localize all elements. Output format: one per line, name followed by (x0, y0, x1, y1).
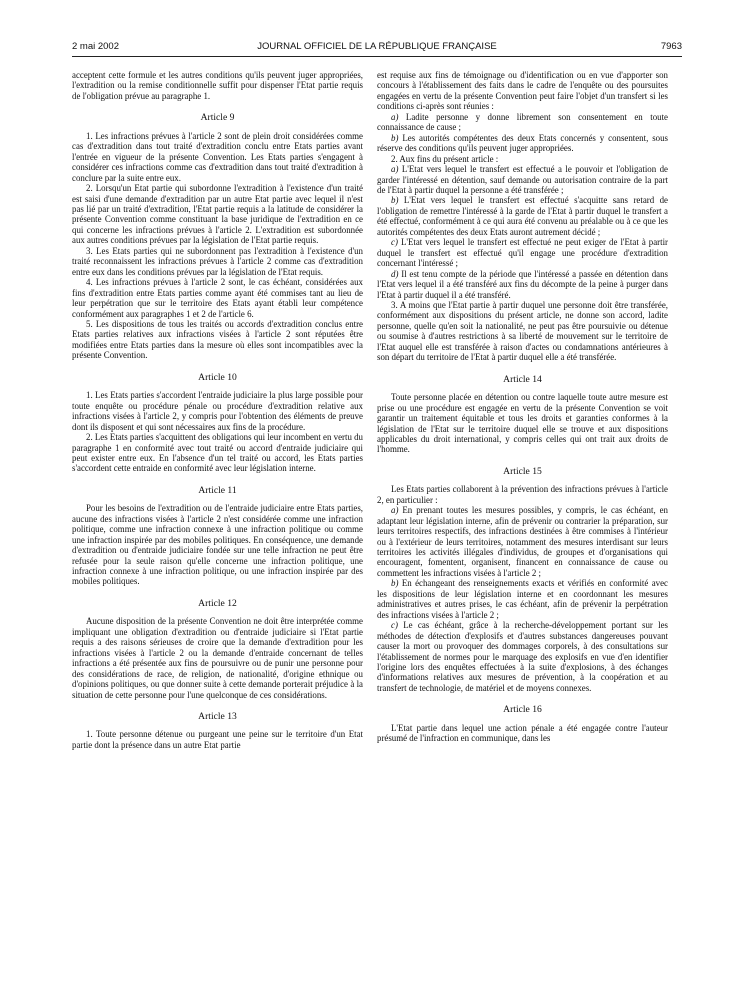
paragraph (377, 70, 668, 112)
paragraph (377, 164, 668, 195)
paragraph-label: a) (391, 111, 399, 122)
paragraph-text: En échangeant des renseignements exacts et vérifiés en conformité avec les dispositions de leur législation interne et en coordonnant les mesures administratives et autres prises, le cas échéant, afin de prévenir la perpétration des infractions visées à l'article 2 ; (377, 578, 668, 620)
paragraph-text: Il est tenu compte de la période que l'intéressé a passée en détention dans l'Etat vers lequel il a été transféré aux fins du décompte de la peine à purger dans l'Etat à partir duquel il a été transféré. (377, 268, 669, 300)
paragraph-text: Le cas échéant, grâce à la recherche-développement portant sur les méthodes de détection d'explosifs et d'autres substances dangereuses pouvant causer la mort ou provoquer des dommages corporels, à des consultations sur l'établissement de normes pour le marquage des explosifs en vue d'en identifier l'origine lors des enquêtes effectuées à la suite d'explosions, à des échanges d'informations relatives aux mesures de prévention, à la coopération et au transfert de technologie, de matériel et de moyens connexes. (377, 620, 669, 693)
article-heading: Article 16 (503, 704, 542, 716)
article-heading: Article 9 (200, 112, 235, 124)
paragraph-label: b) (391, 195, 399, 206)
right-column (377, 70, 668, 744)
paragraph (72, 432, 363, 474)
paragraph (377, 237, 668, 268)
header-date: 2 mai 2002 (72, 41, 120, 52)
paragraph (377, 620, 668, 693)
paragraph-text: 3. A moins que l'Etat partie à partir duquel une personne doit être transférée, conformément aux dispositions du présent article, ne donne son accord, ladite personne, quelle qu'en soit la nationalité, ne peut pas être poursuivie ou détenue ou soumise à d'autres restrictions à sa liberté de mouvement sur le territoire de l'Etat auquel elle est transférée à raison d'actes ou condamnations antérieures à son départ du territoire de l'Etat à partir duquel elle a été transférée. (377, 299, 668, 363)
paragraph (377, 505, 668, 578)
left-column (72, 70, 363, 750)
paragraph-text: 1. Les Etats parties s'accordent l'entraide judiciaire la plus large possible pour toute enquête ou procédure pénale ou procédure d'extradition relative aux infractions visées à l'article 2, y compris pour l'obtention des éléments de preuve dont ils disposent et qui sont nécessaires aux fins de la procédure. (72, 390, 363, 432)
paragraph (377, 723, 668, 744)
paragraph-label: c) (391, 237, 398, 248)
paragraph-text: En prenant toutes les mesures possibles, y compris, le cas échéant, en adaptant leur législation interne, afin de prévenir ou contrarier la préparation, sur leurs territoires respectifs, des infractions destinées à être commises à l'intérieur ou à l'extérieur de leurs territoires, notamment des mesures interdisant sur leurs territoires les activités illégales d'individus, de groupes et d'organisations qui encouragent, fomentent, organisent, financent en connaissance de cause ou commettent les infractions visées à l'article 2 ; (377, 505, 668, 578)
paragraph-text: L'Etat partie dans lequel une action pénale a été engagée contre l'auteur présumé de l'infraction en communique, dans les (377, 722, 668, 744)
header-page-number: 7963 (660, 41, 682, 52)
paragraph-text: 1. Toute personne détenue ou purgeant une peine sur le territoire d'un Etat partie dont la présence dans un autre Etat partie (72, 729, 363, 750)
paragraph-text: L'Etat vers lequel le transfert est effectué a le pouvoir et l'obligation de garder l'intéressé en détention, sauf demande ou autorisation contraire de la part de l'Etat à partir duquel la personne a été transférée ; (377, 164, 668, 195)
article-heading: Article 13 (198, 711, 237, 723)
paragraph (377, 195, 668, 237)
paragraph-text: Aucune disposition de la présente Convention ne doit être interprétée comme impliquant une obligation d'extradition ou d'entraide judiciaire si l'Etat partie requis a des raisons sérieuses de croire que la demande d'extradition pour les infractions visées à l'article 2 ou la demande d'entraide concernant de telles infractions a été présentée aux fins de poursuivre ou de punir une personne pour des considérations de race, de religion, de nationalité, d'origine ethnique ou d'opinions politiques, ou que donner suite à cette demande porterait préjudice à la situation de cette personne pour l'une quelconque de ces considérations. (72, 616, 363, 700)
paragraph (377, 300, 668, 363)
paragraph (377, 112, 668, 133)
article-heading: Article 14 (503, 373, 542, 385)
page-header (72, 41, 682, 55)
paragraph-text: est requise aux fins de témoignage ou d'identification ou en vue d'apporter son concours à l'établissement des faits dans le cadre de l'enquête ou des poursuites engagées en vertu de la présente Convention peut faire l'objet d'un transfert si les conditions ci-après sont réunies : (377, 70, 668, 112)
header-journal-title: JOURNAL OFFICIEL DE LA RÉPUBLIQUE FRANÇAISE (257, 41, 497, 52)
paragraph (72, 131, 363, 183)
paragraph (72, 390, 363, 432)
paragraph-text: Les Etats parties collaborent à la prévention des infractions prévues à l'article 2, en particulier : (377, 484, 668, 505)
paragraph (377, 133, 668, 154)
paragraph-label: b) (391, 132, 399, 143)
article-heading: Article 10 (198, 371, 237, 383)
paragraph (72, 70, 363, 101)
paragraph-label: a) (391, 505, 399, 516)
paragraph-text: Pour les besoins de l'extradition ou de l'entraide judiciaire entre Etats parties, aucune des infractions visées à l'article 2 n'est considérée comme une infraction politique, comme une infraction connexe à une infraction politique ou comme une infraction inspirée par des mobiles politiques. En conséquence, une demande d'extradition ou d'entraide judiciaire fondée sur une telle infraction ne peut être refusée pour la seule raison qu'elle concerne une infraction politique, une infraction connexe à une infraction politique, ou une infraction inspirée par des mobiles politiques. (72, 503, 363, 587)
paragraph-text: 1. Les infractions prévues à l'article 2 sont de plein droit considérées comme cas d'extradition dans tout traité d'extradition conclu entre Etats parties avant l'entrée en vigueur de la présente Convention. Les Etats parties s'engagent à considérer ces infractions comme cas d'extradition dans tout traité d'extradition à conclure par la suite entre eux. (72, 130, 363, 183)
paragraph-text: 2. Aux fins du présent article : (391, 153, 499, 164)
paragraph (72, 503, 363, 587)
paragraph (377, 484, 668, 505)
paragraph (72, 277, 363, 319)
header-rule (72, 56, 682, 57)
paragraph (377, 154, 668, 164)
paragraph (377, 269, 668, 300)
paragraph (72, 319, 363, 361)
paragraph (72, 729, 363, 750)
paragraph-text: Ladite personne y donne librement son consentement en toute connaissance de cause ; (377, 111, 668, 133)
paragraph-text: Toute personne placée en détention ou contre laquelle toute autre mesure est prise ou une procédure est engagée en vertu de la présente Convention se voit garantir un traitement équitable et tous les droits et garanties conformes à la législation de l'Etat sur le territoire duquel elle se trouve et aux dispositions applicables du droit international, y compris celles qui ont trait aux droits de l'homme. (377, 392, 668, 455)
article-heading: Article 15 (503, 465, 542, 477)
article-heading: Article 11 (198, 484, 237, 496)
paragraph-text: 2. Lorsqu'un Etat partie qui subordonne l'extradition à l'existence d'un traité est saisi d'une demande d'extradition par un autre Etat partie avec lequel il n'est pas lié par un traité d'extradition, l'Etat partie requis a la latitude de considérer la présente Convention comme constituant la base juridique de l'extradition en ce qui concerne les infractions prévues à l'article 2. L'extradition est subordonnée aux autres conditions prévues par la législation de l'Etat partie requis. (72, 183, 363, 246)
article-heading: Article 12 (198, 597, 237, 609)
paragraph-label: b) (391, 578, 399, 589)
paragraph (377, 578, 668, 620)
paragraph-text: L'Etat vers lequel le transfert est effectué ne peut exiger de l'Etat à partir duquel le transfert est effectué qu'il engage une procédure d'extradition concernant l'intéressé ; (377, 237, 669, 269)
paragraph-text: acceptent cette formule et les autres conditions qu'ils peuvent juger appropriées, l'extradition ou la remise conditionnelle suffit pour dispenser l'Etat partie requis de l'obligation prévue au paragraphe 1. (72, 70, 363, 101)
paragraph (72, 616, 363, 700)
paragraph-label: d) (391, 268, 399, 279)
paragraph (72, 183, 363, 246)
paragraph-text: 3. Les Etats parties qui ne subordonnent pas l'extradition à l'existence d'un traité reconnaissent les infractions prévues à l'article 2 comme cas d'extradition entre eux dans les conditions prévues par la législation de l'Etat requis. (72, 245, 363, 277)
paragraph-text: L'Etat vers lequel le transfert est effectué s'acquitte sans retard de l'obligation de remettre l'intéressé à la garde de l'Etat à partir duquel le transfert a été effectué, conformément à ce qui aura été convenu au préalable ou à ce que les autorités compétentes des deux Etats auront autrement décidé ; (377, 195, 668, 237)
paragraph-text: Les autorités compétentes des deux Etats concernés y consentent, sous réserve des conditions qu'ils peuvent juger appropriées. (377, 132, 668, 154)
paragraph (72, 246, 363, 277)
paragraph-text: 4. Les infractions prévues à l'article 2 sont, le cas échéant, considérées aux fins d'extradition entre Etats parties comme ayant été commises tant au lieu de leur perpétration que sur le territoire des Etats ayant établi leur compétence conformément aux paragraphes 1 et 2 de l'article 6. (72, 277, 363, 319)
paragraph (377, 392, 668, 455)
paragraph-label: a) (391, 164, 399, 175)
paragraph-label: c) (391, 620, 398, 631)
paragraph-text: 2. Les Etats parties s'acquittent des obligations qui leur incombent en vertu du paragraphe 1 en conformité avec tout traité ou accord d'entraide judiciaire qui peut exister entre eux. En l'absence d'un tel traité ou accord, les Etats parties s'accordent cette entraide en conformité avec leur législation interne. (72, 432, 363, 474)
paragraph-text: 5. Les dispositions de tous les traités ou accords d'extradition conclus entre Etats parties relatives aux infractions visées à l'article 2 sont réputées être modifiées entre Etats parties dans la mesure où elles sont incompatibles avec la présente Convention. (72, 318, 363, 361)
